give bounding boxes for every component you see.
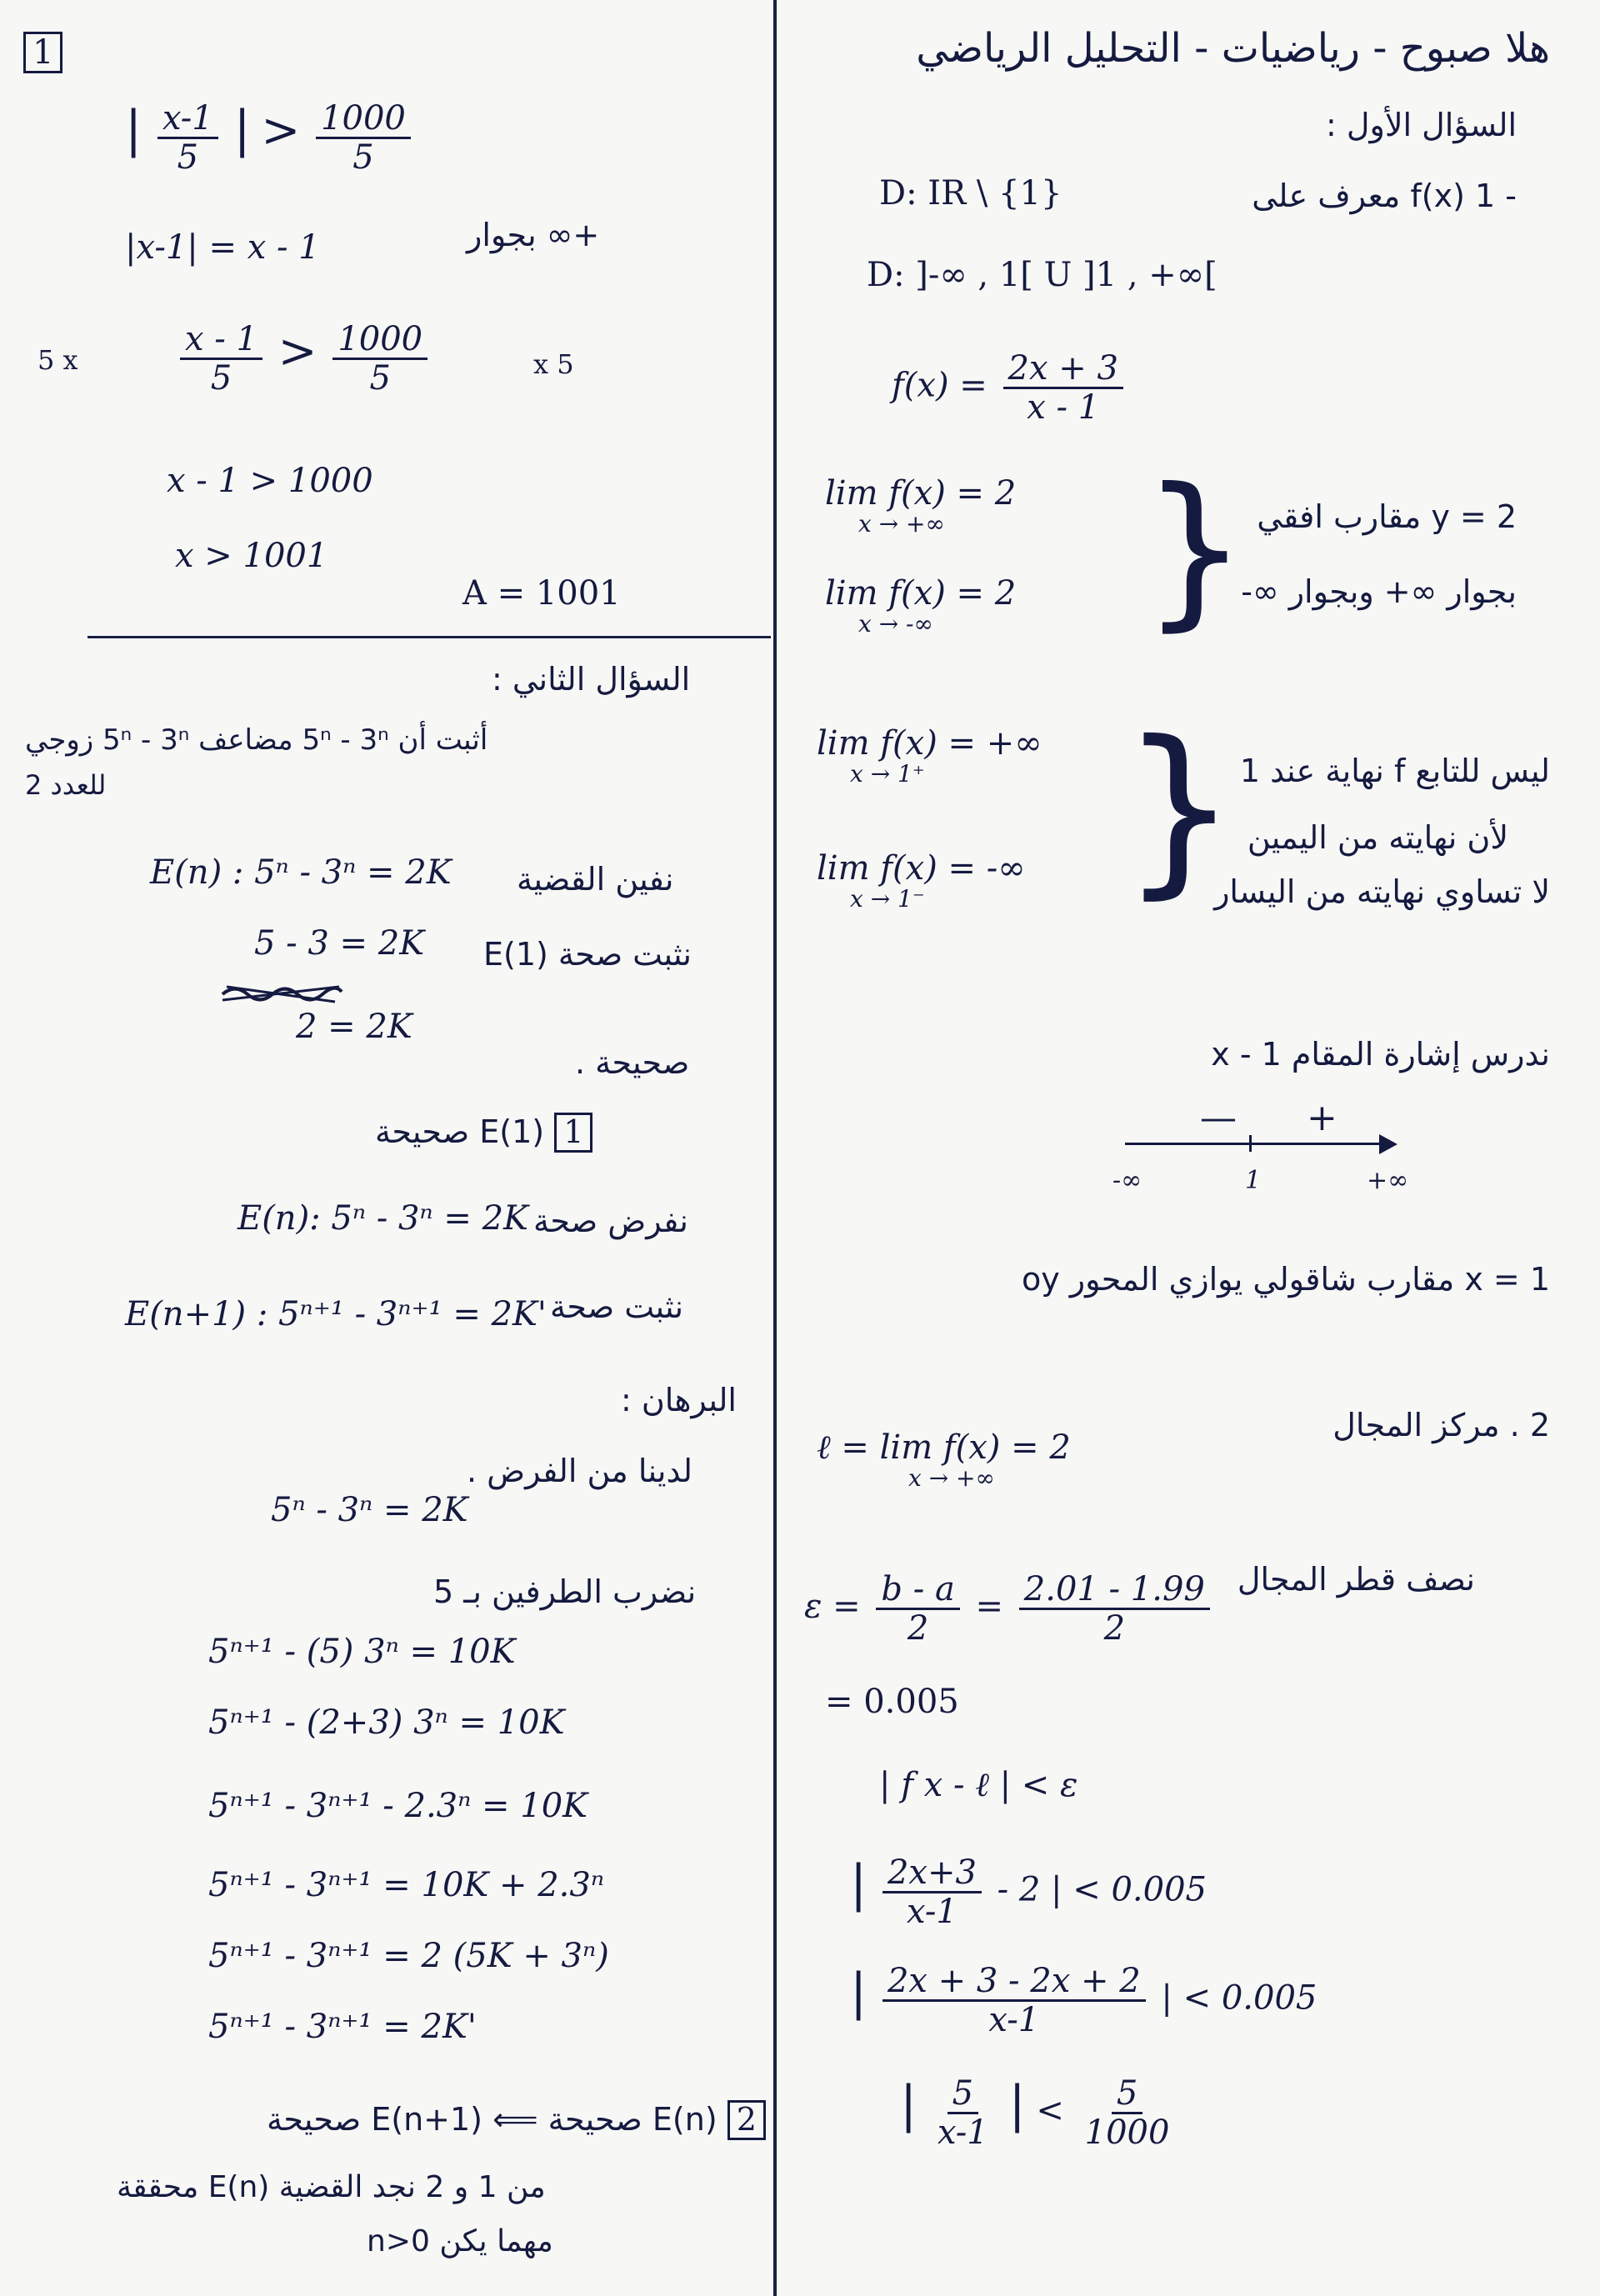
- axis-tick: [1249, 1135, 1252, 1152]
- inequality-6: $\frac{x - 1}{5}$ > $\frac{1000}{5}$: [175, 321, 432, 397]
- limit-plus-infinity: lim f(x) = 2 x → +∞: [825, 474, 1017, 538]
- proof-step-4: 5ⁿ⁺¹ - 3ⁿ⁺¹ = 10K + 2.3ⁿ: [208, 1866, 605, 1904]
- implication: 2 E(n) صحيحة ⟸ E(n+1) صحيحة: [267, 2100, 766, 2140]
- sign-axis: [1125, 1143, 1383, 1145]
- proof-step-3: 5ⁿ⁺¹ - 3ⁿ⁺¹ - 2.3ⁿ = 10K: [208, 1787, 588, 1825]
- vertical-asymptote: x = 1 مقارب شاقولي يوازي المحور oy: [1021, 1261, 1550, 1298]
- question-1-title: السؤال الأول :: [1326, 107, 1517, 143]
- limit-right-of-1: lim f(x) = +∞ x → 1⁺: [817, 724, 1042, 788]
- question-2-title: السؤال الثاني :: [492, 661, 691, 698]
- horizontal-asymptote: y = 2 مقارب افقي: [1257, 498, 1517, 535]
- sign-minus: —: [1200, 1097, 1237, 1139]
- limit-left-of-1: lim f(x) = -∞ x → 1⁻: [817, 849, 1026, 913]
- from-hypothesis: لدينا من الفرض .: [467, 1453, 693, 1489]
- inequality-4: | $\frac{5}{x-1}$ | < $\frac{5}{1000}$: [900, 2074, 1170, 2152]
- brace-2: }: [1121, 702, 1238, 915]
- proof-step-2: 5ⁿ⁺¹ - (2+3) 3ⁿ = 10K: [208, 1703, 565, 1742]
- sign-study-title: ندرس إشارة المقام x - 1: [1211, 1036, 1550, 1073]
- conclusion: من 1 و 2 نجد القضية E(n) محققة: [117, 2170, 546, 2204]
- crossed-out-scribble: [218, 982, 343, 1007]
- proof-title: البرهان :: [621, 1382, 737, 1418]
- inequality-7: x - 1 > 1000: [167, 462, 373, 500]
- no-limit-line-3: لا تساوي نهايته من اليسار: [1214, 873, 1550, 910]
- multiply-right: x 5: [533, 348, 574, 380]
- brace-1: }: [1142, 453, 1248, 647]
- prove-label: نثبت صحة: [550, 1288, 684, 1325]
- page-title: هلا صبوح - رياضيات - التحليل الرياضي: [916, 25, 1550, 72]
- assumption-expression: E(n): 5ⁿ - 3ⁿ = 2K: [238, 1199, 528, 1238]
- axis-label-left: -∞: [1112, 1166, 1142, 1195]
- axis-arrow-icon: [1379, 1134, 1398, 1154]
- interval-center: ℓ = lim f(x) = 2 x → +∞: [817, 1428, 1071, 1492]
- half-width-label: نصف قطر المجال: [1237, 1561, 1475, 1598]
- proof-step-1: 5ⁿ⁺¹ - (5) 3ⁿ = 10K: [208, 1633, 516, 1671]
- inequality-5: | $\frac{x-1}{5}$ | > $\frac{1000}{5}$: [125, 100, 416, 176]
- epsilon-value: = 0.005: [825, 1683, 959, 1721]
- en-definition: E(n) : 5ⁿ - 3ⁿ = 2K: [150, 853, 452, 892]
- absolute-value-equation: |x-1| = x - 1: [125, 228, 320, 267]
- multiply-note: نضرب الطرفين بـ 5: [433, 1573, 697, 1610]
- axis-label-right: +∞: [1367, 1166, 1409, 1195]
- hypothesis-expression: 5ⁿ - 3ⁿ = 2K: [271, 1491, 468, 1529]
- item-2-statement: 2 . مركز المجال: [1332, 1407, 1550, 1443]
- true-word: صحيحة .: [575, 1044, 690, 1081]
- prove-expression: E(n+1) : 5ⁿ⁺¹ - 3ⁿ⁺¹ = 2K': [125, 1295, 547, 1333]
- epsilon-formula: ε = $\frac{b - a}{2}$ = $\frac{2.01 - 1.99}{2}$: [804, 1571, 1215, 1647]
- a-value: A = 1001: [462, 574, 621, 613]
- inequality-2: | $\frac{2x+3}{x-1}$ - 2 | < 0.005: [850, 1853, 1207, 1931]
- axis-label-mid: 1: [1245, 1166, 1262, 1195]
- horizontal-asymptote-note: بجوار ∞+ وبجوار ∞-: [1241, 573, 1517, 610]
- question-2-statement: أثبت أن 5ⁿ - 3ⁿ مضاعف 5ⁿ - 3ⁿ زوجي: [25, 723, 488, 757]
- domain-2: D: ]-∞ , 1[ U ]1 , +∞[: [867, 256, 1218, 294]
- page-number: 1: [23, 32, 62, 73]
- inequality-3: | $\frac{2x + 3 - 2x + 2}{x-1}$ | < 0.005: [850, 1962, 1318, 2039]
- e1-label: نثبت صحة E(1): [483, 936, 692, 973]
- question-2-statement-end: للعدد 2: [25, 769, 107, 801]
- e1-result: 2 = 2K: [296, 1008, 412, 1046]
- conclusion-condition: مهما يكن n>0: [367, 2224, 553, 2258]
- e1-true: 1 E(1) صحيحة: [375, 1113, 592, 1153]
- assumption-label: نفرض صحة: [533, 1203, 688, 1239]
- near-infinity-note: +∞ بجوار: [467, 217, 600, 253]
- no-limit-line-2: لأن نهايته من اليمين: [1247, 819, 1508, 856]
- inequality-8: x > 1001: [175, 537, 328, 575]
- function-definition: f(x) = $\frac{2x + 3}{x - 1}$: [892, 350, 1128, 426]
- multiply-left: 5 x: [38, 344, 78, 376]
- proof-step-6: 5ⁿ⁺¹ - 3ⁿ⁺¹ = 2K': [208, 2008, 477, 2046]
- inequality-1: | f x - ℓ | < ε: [879, 1766, 1078, 1804]
- en-definition-label: نفين القضية: [517, 861, 674, 898]
- horizontal-divider: [88, 636, 771, 638]
- limit-minus-infinity: lim f(x) = 2 x → -∞: [825, 574, 1017, 638]
- no-limit-line-1: ليس للتابع f نهاية عند 1: [1239, 753, 1550, 789]
- vertical-divider: [773, 0, 777, 2296]
- proof-step-5: 5ⁿ⁺¹ - 3ⁿ⁺¹ = 2 (5K + 3ⁿ): [208, 1937, 609, 1975]
- item-1-statement: - 1 f(x) معرف على: [1252, 178, 1517, 214]
- e1-calculation: 5 - 3 = 2K: [254, 924, 425, 963]
- domain-1: D: IR \ {1}: [879, 174, 1062, 213]
- sign-plus: +: [1307, 1097, 1338, 1139]
